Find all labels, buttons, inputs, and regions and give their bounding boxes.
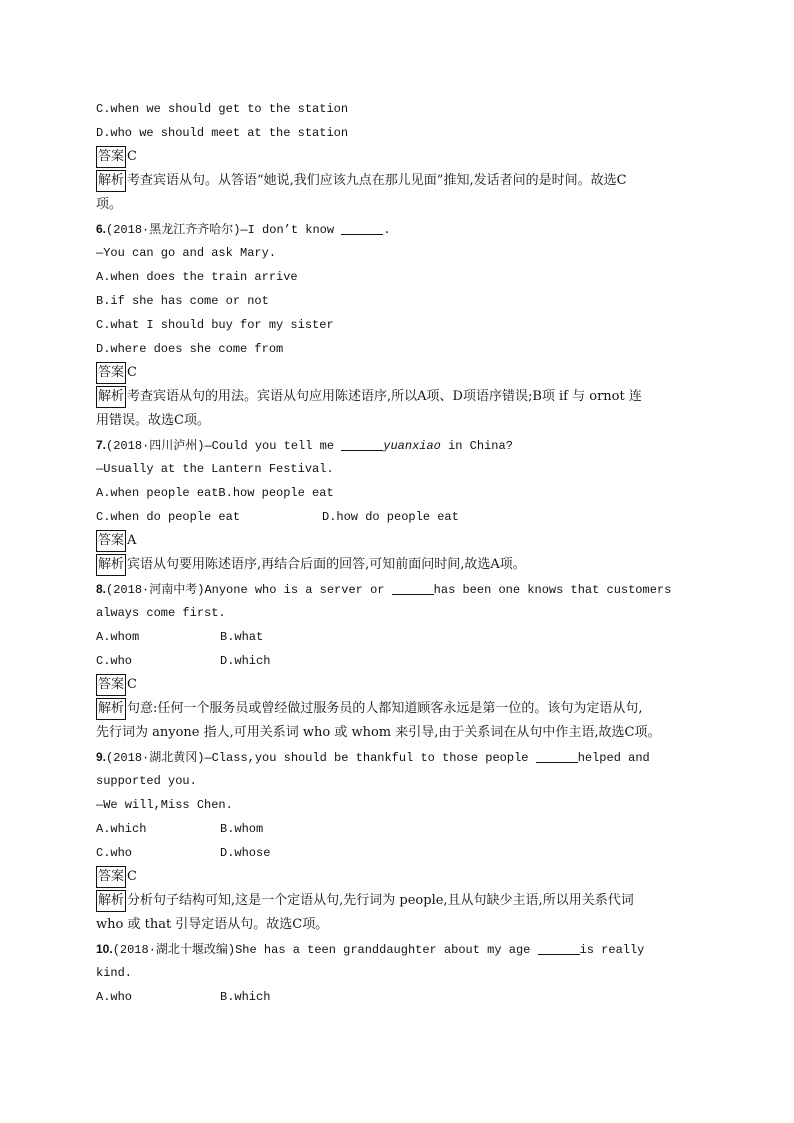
option-b: B.how people eat	[218, 486, 334, 500]
q7-reply: —Usually at the Lantern Festival.	[96, 462, 334, 476]
question-stem-end: in China?	[448, 439, 513, 453]
answer-tag: 答案	[96, 674, 126, 696]
question-stem: —I don’t know	[240, 223, 335, 237]
analysis-tag: 解析	[96, 170, 126, 192]
q9-analysis	[96, 889, 696, 913]
q7-answer	[96, 529, 696, 553]
q9-stem-cont: supported you.	[96, 774, 197, 788]
option-b: B.whom	[220, 822, 264, 836]
answer-tag: 答案	[96, 146, 126, 168]
question-stem: —Could you tell me	[204, 439, 335, 453]
q8-options-ab	[96, 625, 696, 649]
question-number: 8.	[96, 582, 107, 596]
q8-options-cd	[96, 649, 696, 673]
q8-stem-cont: always come first.	[96, 606, 226, 620]
question-stem-end: .	[383, 223, 391, 237]
q9-stem	[96, 745, 696, 769]
q7-stem	[96, 433, 696, 457]
answer-value: C	[127, 365, 137, 380]
analysis-text: 分析句子结构可知,这是一个定语从句,先行词为 people,且从句缺少主语,所以用关系代词	[127, 893, 634, 908]
q6-analysis-cont: 用错误。故选C项。	[96, 413, 210, 428]
answer-tag: 答案	[96, 362, 126, 384]
q8-answer	[96, 673, 696, 697]
analysis-text: 考查宾语从句。从答语“她说,我们应该九点在那儿见面”推知,发话者问的是时间。故选C	[127, 173, 627, 188]
question-stem: Anyone who is a server or	[204, 583, 385, 597]
q5-analysis	[96, 169, 696, 193]
option-b: B.which	[220, 990, 271, 1004]
answer-blank	[538, 940, 580, 955]
answer-value: C	[127, 149, 137, 164]
q8-analysis-cont: 先行词为 anyone 指人,可用关系词 who 或 whom 来引导,由于关系词在从句中作主语,故选C项。	[96, 725, 661, 740]
option-c: C.who	[96, 846, 133, 860]
q9-reply: —We will,Miss Chen.	[96, 798, 233, 812]
question-number: 6.	[96, 222, 107, 236]
question-source: (2018·湖北十堰改编)	[112, 943, 236, 957]
question-stem: She has a teen granddaughter about my age	[235, 943, 531, 957]
analysis-tag: 解析	[96, 386, 126, 408]
question-stem-end: helped and	[577, 751, 650, 765]
option-a: A.which	[96, 822, 147, 836]
question-number: 10.	[96, 942, 113, 956]
q9-analysis-cont: who 或 that 引导定语从句。故选C项。	[96, 917, 329, 932]
analysis-tag: 解析	[96, 698, 126, 720]
q7-options-ab	[96, 481, 696, 505]
question-source: (2018·河南中考)	[106, 583, 205, 597]
analysis-tag: 解析	[96, 554, 126, 576]
q6-option-b: B.if she has come or not	[96, 294, 269, 308]
analysis-text: 考查宾语从句的用法。宾语从句应用陈述语序,所以A项、D项语序错误;B项 if 与 ornot 连	[127, 389, 642, 404]
option-d: D.how do people eat	[322, 510, 459, 524]
q8-analysis	[96, 697, 696, 721]
document-content	[96, 97, 696, 1009]
q6-reply: —You can go and ask Mary.	[96, 246, 277, 260]
option-d: D.whose	[220, 846, 271, 860]
q5-option-c: C.when we should get to the station	[96, 102, 349, 116]
question-source: (2018·黑龙江齐齐哈尔)	[106, 223, 241, 237]
answer-value: A	[127, 533, 137, 548]
question-source: (2018·四川泸州)	[106, 439, 205, 453]
question-stem-end: has been one knows that customers	[433, 583, 672, 597]
option-b: B.what	[220, 630, 264, 644]
q10-options-ab	[96, 985, 696, 1009]
q6-stem	[96, 217, 696, 241]
q10-stem	[96, 937, 696, 961]
answer-tag: 答案	[96, 866, 126, 888]
option-a: A.when people eat	[96, 486, 219, 500]
answer-blank	[341, 436, 383, 451]
analysis-text: 宾语从句要用陈述语序,再结合后面的回答,可知前面问时间,故选A项。	[127, 557, 526, 572]
answer-blank	[536, 748, 578, 763]
answer-tag: 答案	[96, 530, 126, 552]
q5-analysis-cont: 项。	[96, 197, 123, 212]
q9-options-cd	[96, 841, 696, 865]
q9-options-ab	[96, 817, 696, 841]
q5-answer	[96, 145, 696, 169]
answer-blank	[392, 580, 434, 595]
question-number: 9.	[96, 750, 107, 764]
q7-analysis	[96, 553, 696, 577]
q6-answer	[96, 361, 696, 385]
q10-stem-cont: kind.	[96, 966, 133, 980]
option-a: A.whom	[96, 630, 140, 644]
answer-value: C	[127, 677, 137, 692]
analysis-tag: 解析	[96, 890, 126, 912]
q9-answer	[96, 865, 696, 889]
question-stem-end: is really	[579, 943, 645, 957]
option-d: D.which	[220, 654, 271, 668]
q8-stem	[96, 577, 696, 601]
question-stem: —Class,you should be thankful to those people	[204, 751, 529, 765]
question-source: (2018·湖北黄冈)	[106, 751, 205, 765]
q6-option-c: C.what I should buy for my sister	[96, 318, 334, 332]
q5-option-d: D.who we should meet at the station	[96, 126, 349, 140]
question-number: 7.	[96, 438, 107, 452]
analysis-text: 句意:任何一个服务员或曾经做过服务员的人都知道顾客永远是第一位的。该句为定语从句,	[127, 701, 643, 716]
answer-blank	[341, 220, 383, 235]
q7-options-cd	[96, 505, 696, 529]
q6-option-a: A.when does the train arrive	[96, 270, 298, 284]
answer-value: C	[127, 869, 137, 884]
option-a: A.who	[96, 990, 133, 1004]
question-stem-italic: yuanxiao	[383, 439, 441, 453]
q6-analysis	[96, 385, 696, 409]
option-c: C.who	[96, 654, 133, 668]
q6-option-d: D.where does she come from	[96, 342, 284, 356]
option-c: C.when do people eat	[96, 510, 241, 524]
